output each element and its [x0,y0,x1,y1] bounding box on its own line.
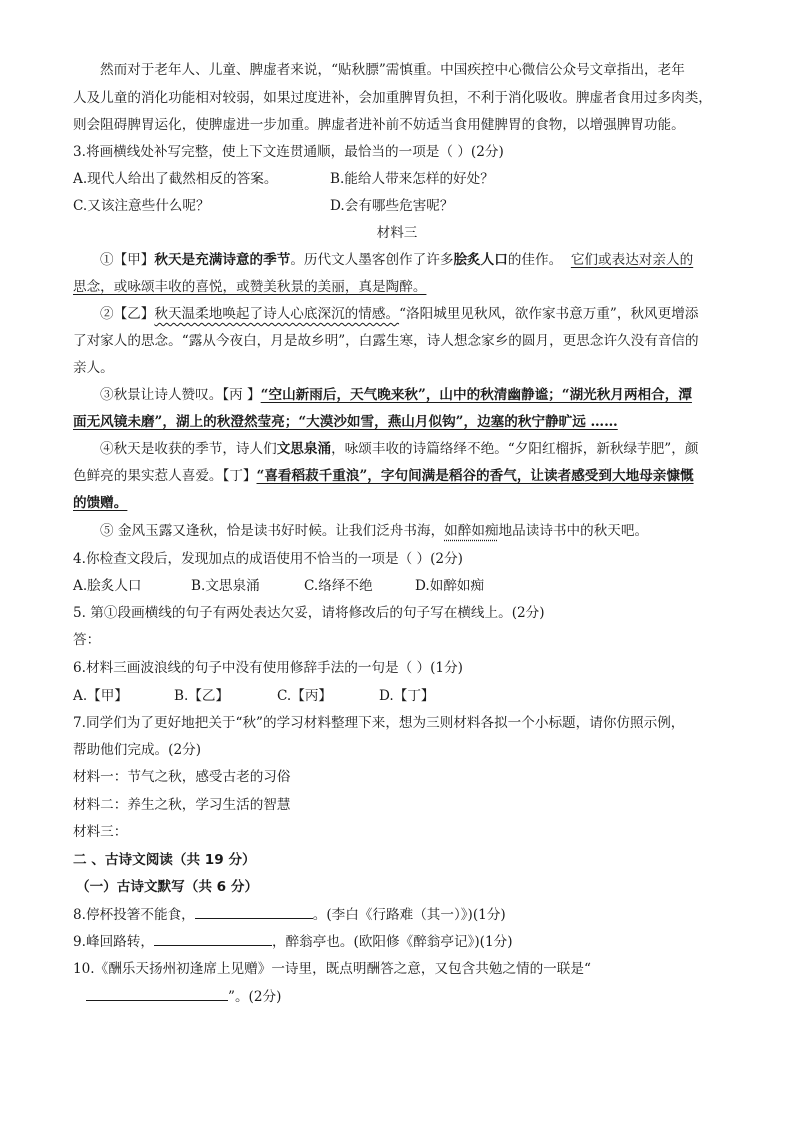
material-1-title: 材料一：节气之秋，感受古老的习俗 [73,769,291,785]
material-3-para-4-line-2 [73,466,733,486]
q4-option-d: D.如醉如痴 [415,578,485,594]
material-3-para-4: ④秋天是收获的季节，诗人们文思泉涌，咏颂丰收的诗篇络绎不绝。“夕阳红榴拆，新秋绿芋肥”，颜 [100,441,699,457]
material-3-answer: 材料三： [73,824,128,840]
wavy-sentence-bing: “空山新雨后，天气晚来秋”，山中的秋清幽静谧；“湖光秋月两相合，潭 [260,387,692,403]
q6-option-b: B.【乙】 [174,688,230,704]
question-8: 8.停杯投箸不能食， 。(李白《行路难（其一）》)(1分) [73,904,733,925]
question-3-stem: 3.将画横线处补写完整，使上下文连贯通顺，最恰当的一项是（ ）(2分) [73,144,504,160]
section-2-heading: 二 、古诗文阅读（共 19 分） [73,852,256,868]
label-bing: ③秋景让诗人赞叹。【丙 】 [100,387,261,403]
idiom-dotted: 文思泉涌 [276,441,332,457]
label-jia: ①【甲】 [100,252,155,268]
question-7-stem-2: 帮助他们完成。(2分) [73,742,202,758]
q6-option-c: C.【丙】 [277,688,333,704]
q4-option-b: B.文思泉涌 [191,578,260,594]
question-6-stem: 6.材料三画波浪线的句子中没有使用修辞手法的一句是（ ）(1分) [73,660,463,676]
q3-option-d: D.会有哪些危害呢？ [330,198,454,214]
section-2-subheading: （一）古诗文默写（共 6 分） [76,879,259,895]
material-3-para-2-line-2: 了对家人的思念。“露从今夜白，月是故乡明”，白露生寒，诗人想念家乡的圆月，更思念许久没有音信的 [73,333,699,349]
q4-option-c: C.络绎不绝 [304,578,373,594]
material-3-para-4-line-3: 的馈赠。 [73,495,128,511]
wavy-sentence-yi: 秋天温柔地唤起了诗人心底深沉的情感。 [154,306,400,322]
q3-option-c: C.又该注意些什么呢？ [73,198,210,214]
material-3-para-1: ①【甲】秋天是充满诗意的季节。历代文人墨客创作了许多脍炙人口的佳作。 它们或表达对亲人的 [100,252,694,268]
question-7-stem: 7.同学们为了更好地把关于“秋”的学习材料整理下来，想为三则材料各拟一个小标题，请你仿照示例， [73,715,685,731]
material-3-para-2-line-3: 亲人。 [73,360,114,376]
material-3-para-3 [100,385,760,405]
underlined-sentence: 它们或表达对亲人的 [570,252,694,268]
answer-blank[interactable] [86,986,228,1001]
answer-label: 答： [73,632,101,648]
question-5-stem: 5. 第①段画横线的句子有两处表达欠妥，请将修改后的句子写在横线上。(2分) [73,605,545,621]
question-10-line-2: ”。(2分) [86,986,746,1007]
answer-blank[interactable] [154,931,272,946]
material-3-para-2: ②【乙】秋天温柔地唤起了诗人心底深沉的情感。“洛阳城里见秋风，欲作家书意万重”，秋风更增添 [100,306,699,322]
idiom-dotted: 如醉如痴 [444,523,499,539]
material-3-para-5: ⑤ 金风玉露又逢秋，恰是读书好时候。让我们泛舟书海，如醉如痴地品读诗书中的秋天吧。 [100,523,649,539]
q3-option-b: B.能给人带来怎样的好处？ [330,171,494,187]
material-3-para-1-line-2 [73,277,733,297]
passage-line: 则会阻碍脾胃运化，使脾虚进一步加重。脾虚者进补前不妨适当食用健脾胃的食物，以增强脾胃功能。 [73,117,685,133]
q4-option-a: A.脍炙人口 [73,578,142,594]
q6-option-d: D.【丁】 [379,688,435,704]
passage-line: 然而对于老年人、儿童、脾虚者来说，“贴秋膘”需慎重。中国疾控中心微信公众号文章指出，老年 [100,62,685,78]
label-yi: ②【乙】 [100,306,155,322]
underlined-sentence: 思念，或咏颂丰收的喜悦，或赞美秋景的美丽，真是陶醉。 [73,279,427,295]
wavy-sentence-ding: “喜看稻菽千重浪”，字句间满是稻谷的香气，让读者感受到大地母亲慷慨 [256,468,694,484]
q3-option-a: A.现代人给出了截然相反的答案。 [73,171,278,187]
question-4-stem: 4.你检查文段后，发现加点的成语使用不恰当的一项是（ ）(2分) [73,551,463,567]
label-ding: 色鲜亮的果实惹人喜爱。【丁】 [73,468,257,484]
question-10: 10.《酬乐天扬州初逢席上见赠》一诗里，既点明酬答之意，又包含共勉之情的一联是“ [73,961,591,977]
material-2-title: 材料二：养生之秋，学习生活的智慧 [73,797,291,813]
question-9: 9.峰回路转， ，醉翁亭也。(欧阳修《醉翁亭记》)(1分) [73,931,733,952]
answer-blank[interactable] [195,904,313,919]
material-3-para-3-line-2: 面无风镜未磨”，湖上的秋澄然莹亮；“大漠沙如雪，燕山月似钩”，边塞的秋宁静旷远 …… [73,414,618,430]
wavy-sentence-jia: 秋天是充满诗意的季节 [154,252,291,268]
q6-option-a: A.【甲】 [73,688,128,704]
material-3-title: 材料三 [376,225,418,241]
idiom-dotted: 脍炙人口 [453,252,508,268]
passage-line: 人及儿童的消化功能相对较弱，如果过度进补，会加重脾胃负担，不利于消化吸收。脾虚者食用过多肉类， [73,90,712,106]
